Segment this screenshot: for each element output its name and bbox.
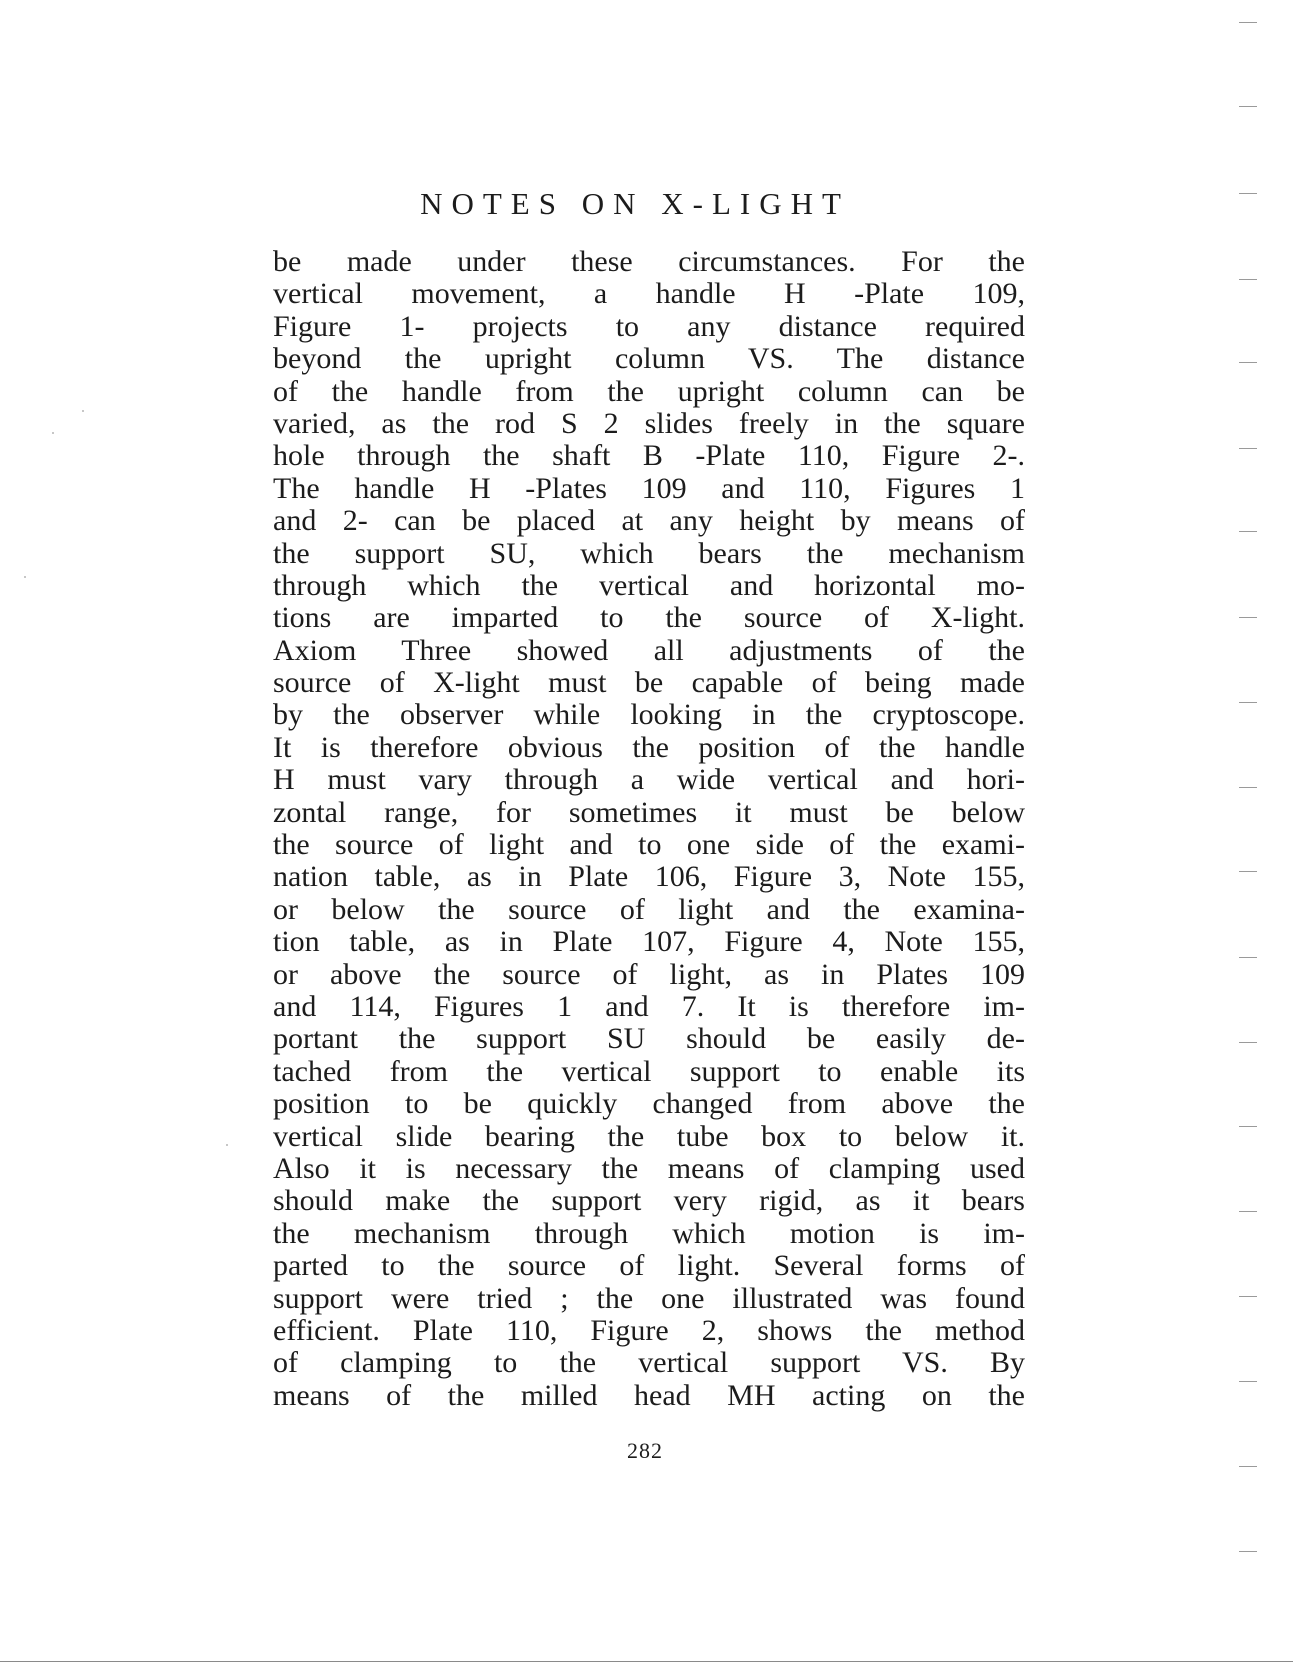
edge-mark bbox=[1239, 1551, 1257, 1552]
text-line: or below the source of light and the examina- bbox=[273, 893, 1025, 926]
text-line: the support SU, which bears the mechanism bbox=[273, 537, 1025, 570]
text-line: be made under these circumstances. For the bbox=[273, 246, 1025, 278]
scan-edge-marks bbox=[1237, 0, 1257, 1668]
edge-mark bbox=[1239, 787, 1257, 788]
text-line: tions are imparted to the source of X-light. bbox=[273, 602, 1025, 635]
text-line: tion table, as in Plate 107, Figure 4, Note 155, bbox=[273, 926, 1025, 959]
edge-mark bbox=[1239, 531, 1257, 532]
text-line: zontal range, for sometimes it must be below bbox=[273, 796, 1025, 829]
edge-mark bbox=[1239, 106, 1257, 107]
edge-mark bbox=[1239, 362, 1257, 363]
text-line: means of the milled head MH acting on the bbox=[273, 1379, 1025, 1412]
text-line: Figure 1- projects to any distance required bbox=[273, 310, 1025, 343]
scan-speck bbox=[226, 1144, 228, 1146]
text-line: efficient. Plate 110, Figure 2, shows the method bbox=[273, 1314, 1025, 1347]
text-line: portant the support SU should be easily de- bbox=[273, 1023, 1025, 1056]
text-line: Also it is necessary the means of clamping used bbox=[273, 1152, 1025, 1185]
edge-mark bbox=[1239, 193, 1257, 194]
text-line: The handle H -Plates 109 and 110, Figures 1 bbox=[273, 472, 1025, 505]
edge-mark bbox=[1239, 1042, 1257, 1043]
scan-bottom-edge bbox=[0, 1661, 1293, 1662]
text-line: should make the support very rigid, as it bears bbox=[273, 1185, 1025, 1218]
text-line: vertical movement, a handle H -Plate 109, bbox=[273, 278, 1025, 311]
text-line: and 2- can be placed at any height by means of bbox=[273, 505, 1025, 538]
text-line: tached from the vertical support to enable its bbox=[273, 1055, 1025, 1088]
text-line: parted to the source of light. Several forms of bbox=[273, 1250, 1025, 1283]
text-line: varied, as the rod S 2 slides freely in the square bbox=[273, 407, 1025, 440]
text-line: H must vary through a wide vertical and hori- bbox=[273, 764, 1025, 797]
text-line: vertical slide bearing the tube box to below it. bbox=[273, 1120, 1025, 1153]
text-line: beyond the upright column VS. The distance bbox=[273, 343, 1025, 376]
edge-mark bbox=[1239, 22, 1257, 23]
edge-mark bbox=[1239, 871, 1257, 872]
text-line: by the observer while looking in the cryptoscope. bbox=[273, 699, 1025, 732]
text-line: position to be quickly changed from above the bbox=[273, 1088, 1025, 1121]
text-line: and 114, Figures 1 and 7. It is therefore im- bbox=[273, 990, 1025, 1023]
text-line: hole through the shaft B -Plate 110, Figure 2-. bbox=[273, 440, 1025, 473]
edge-mark bbox=[1239, 702, 1257, 703]
text-line: support were tried ; the one illustrated was found bbox=[273, 1282, 1025, 1315]
edge-mark bbox=[1239, 1211, 1257, 1212]
edge-mark bbox=[1239, 957, 1257, 958]
edge-mark bbox=[1239, 279, 1257, 280]
text-line: of the handle from the upright column can be bbox=[273, 375, 1025, 408]
edge-mark bbox=[1239, 1296, 1257, 1297]
edge-mark bbox=[1239, 1381, 1257, 1382]
edge-mark bbox=[1239, 448, 1257, 449]
text-line: through which the vertical and horizontal mo- bbox=[273, 569, 1025, 602]
text-line: the mechanism through which motion is im- bbox=[273, 1217, 1025, 1250]
edge-mark bbox=[1239, 1126, 1257, 1127]
running-head: NOTES ON X-LIGHT bbox=[420, 186, 850, 221]
text-line: the source of light and to one side of the exami- bbox=[273, 829, 1025, 862]
scan-speck bbox=[82, 410, 84, 412]
edge-mark bbox=[1239, 1466, 1257, 1467]
page-number: 282 bbox=[627, 1438, 663, 1463]
text-line: It is therefore obvious the position of the handle bbox=[273, 731, 1025, 764]
scan-speck bbox=[24, 576, 26, 578]
text-line: or above the source of light, as in Plates 109 bbox=[273, 958, 1025, 991]
text-line: source of X-light must be capable of being made bbox=[273, 667, 1025, 700]
text-line: of clamping to the vertical support VS. By bbox=[273, 1347, 1025, 1380]
body-text bbox=[273, 246, 1025, 1412]
text-line: nation table, as in Plate 106, Figure 3, Note 155, bbox=[273, 861, 1025, 894]
scan-speck bbox=[52, 432, 54, 434]
edge-mark bbox=[1239, 617, 1257, 618]
text-line: Axiom Three showed all adjustments of the bbox=[273, 634, 1025, 667]
